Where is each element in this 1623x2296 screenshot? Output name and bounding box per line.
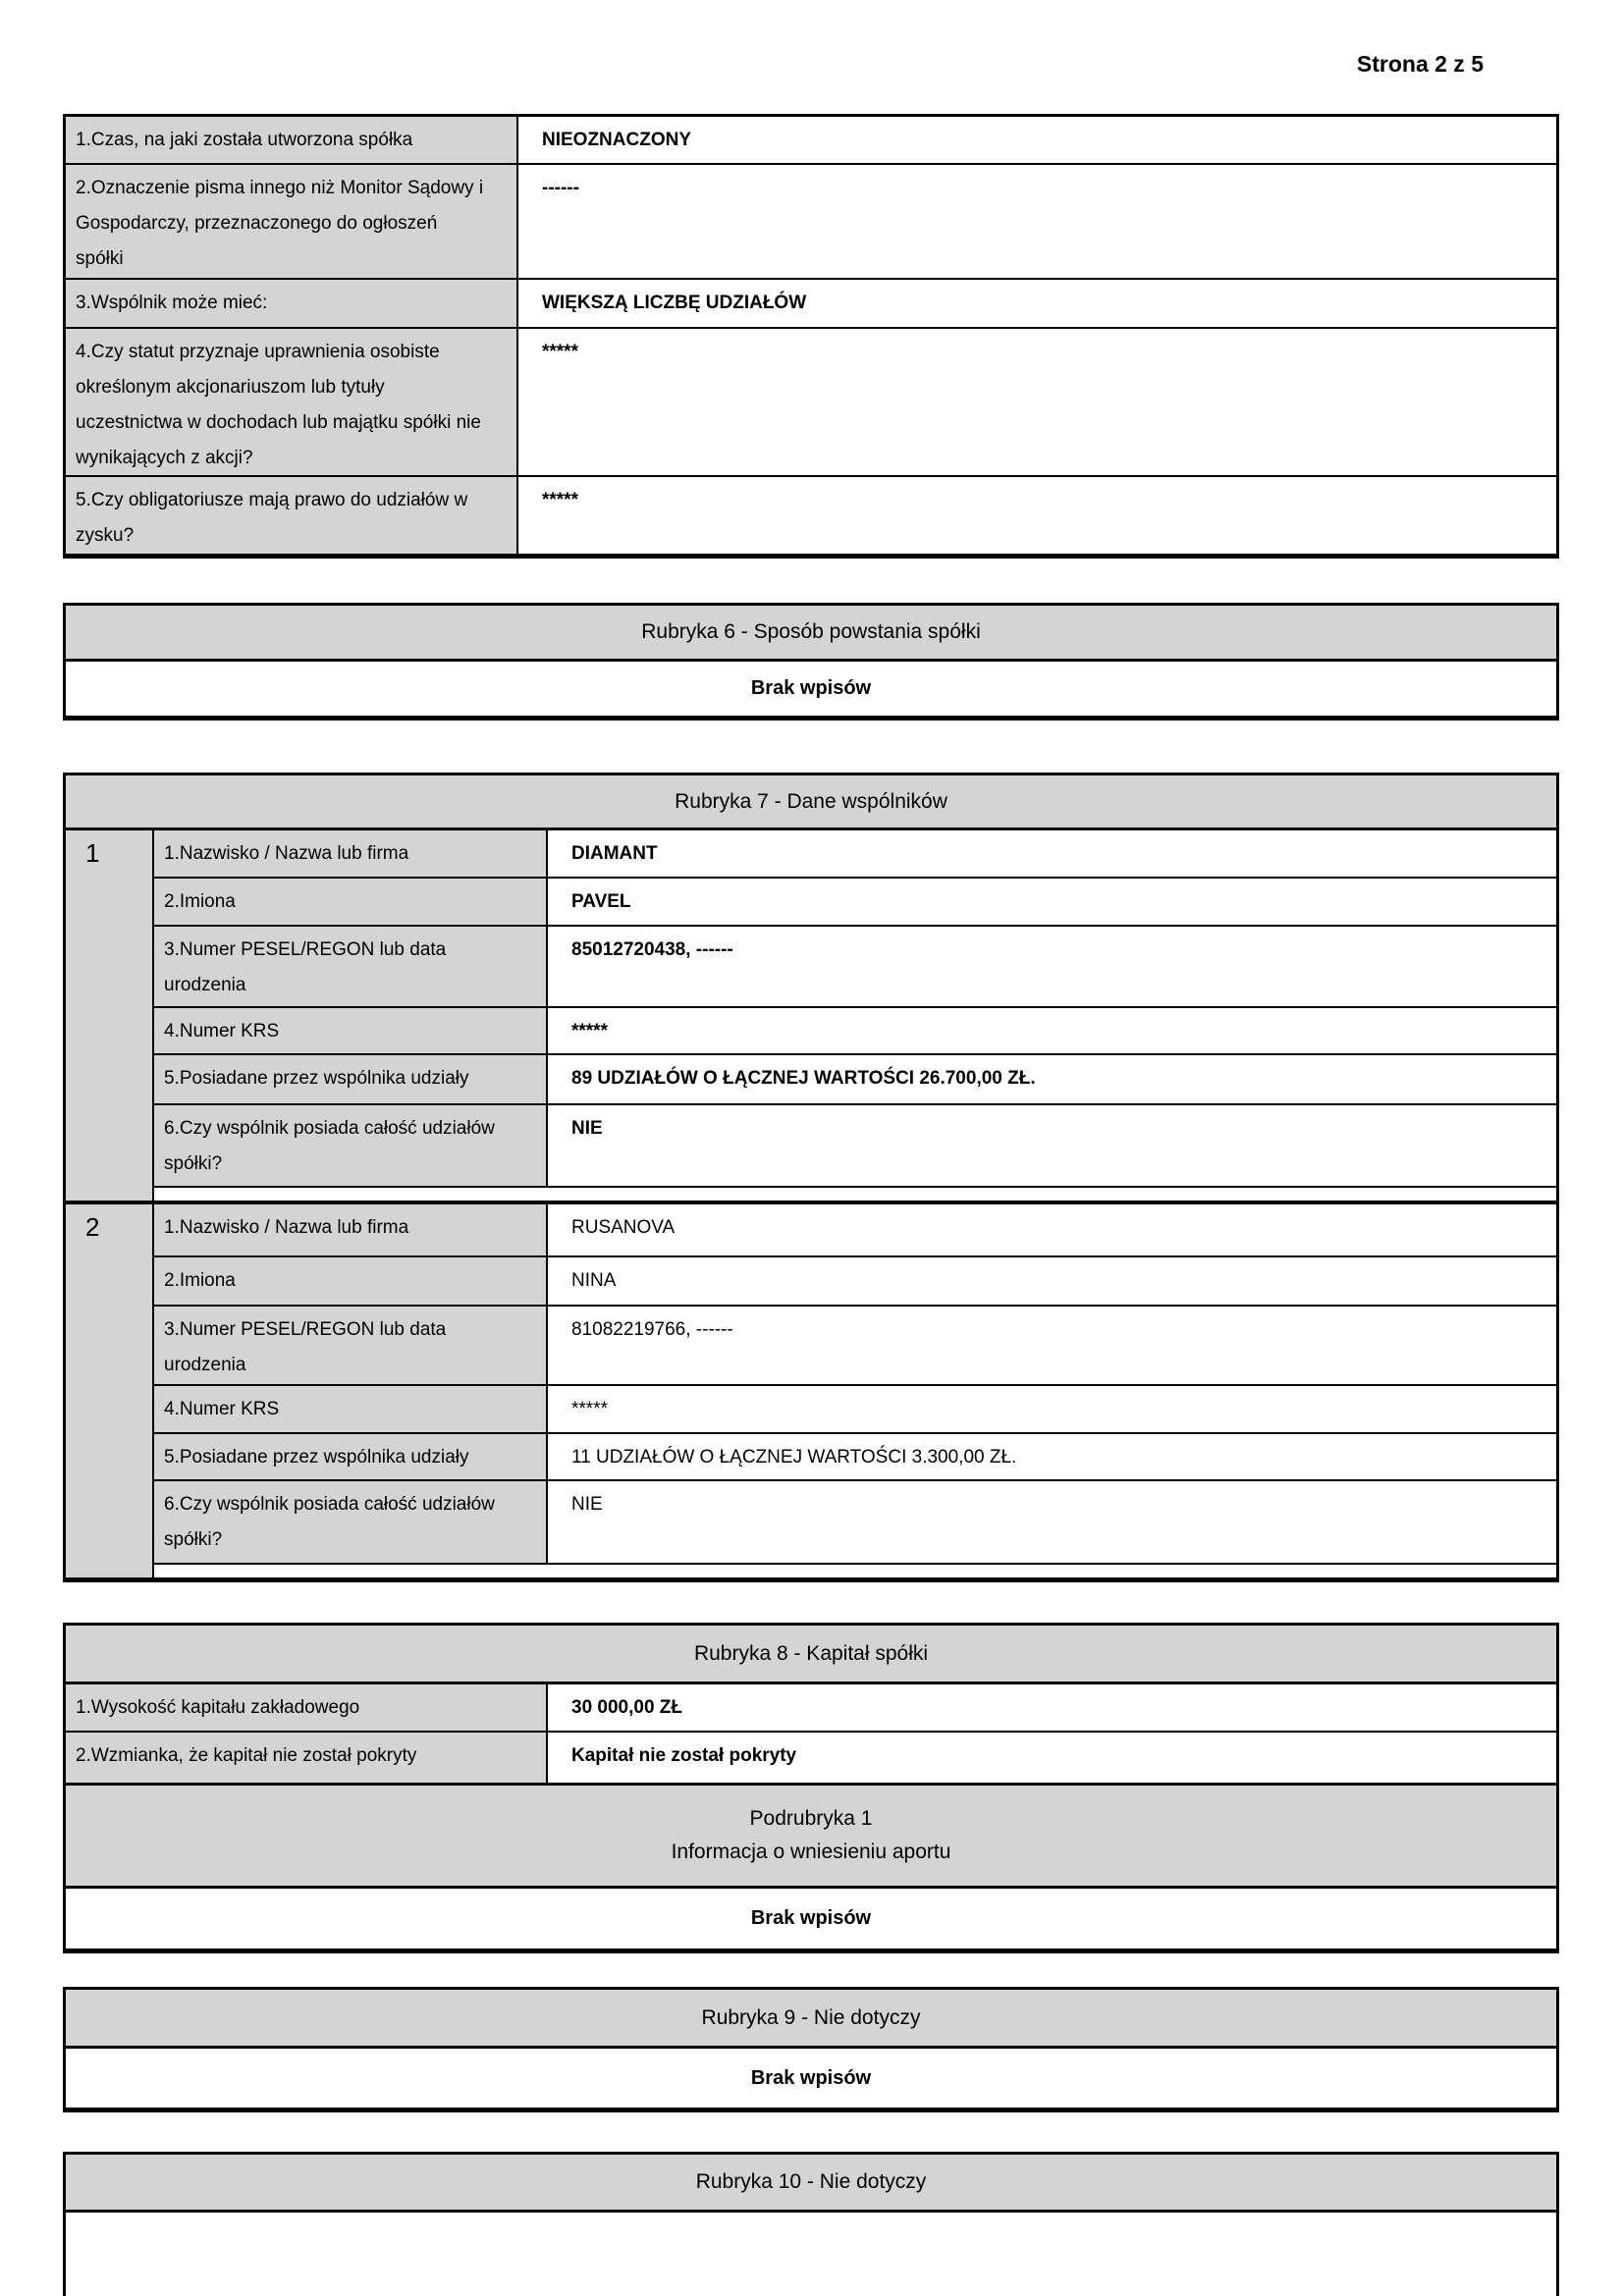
field-label: 5.Posiadane przez wspólnika udziały	[154, 1434, 548, 1479]
field-label: 4.Czy statut przyznaje uprawnienia osobiste określonym akcjonariuszom lub tytuły uczestnictwa w dochodach lub majątku spółki nie wynikających z akcji?	[66, 329, 518, 475]
table-row	[154, 1307, 1556, 1386]
field-label: 2.Wzmianka, że kapitał nie został pokryty	[66, 1733, 548, 1783]
podrubryka1-subtitle: Informacja o wniesieniu aportu	[671, 1841, 951, 1863]
rubryka7-header: Rubryka 7 - Dane wspólników	[66, 775, 1556, 830]
field-label: 5.Czy obligatoriusze mają prawo do udziałów w zysku?	[66, 477, 518, 554]
field-value: NINA	[548, 1257, 1556, 1305]
table-row	[154, 1008, 1556, 1055]
table-row	[154, 927, 1556, 1008]
field-label: 6.Czy wspólnik posiada całość udziałów spółki?	[154, 1481, 548, 1563]
partner-index: 1	[66, 830, 154, 1201]
table-row	[154, 1204, 1556, 1257]
field-value: RUSANOVA	[548, 1204, 1556, 1255]
field-label: 2.Oznaczenie pisma innego niż Monitor Sądowy i Gospodarczy, przeznaczonego do ogłoszeń spółki	[66, 165, 518, 278]
table-row	[154, 1105, 1556, 1188]
field-label: 1.Czas, na jaki została utworzona spółka	[66, 117, 518, 163]
rubryka6-empty: Brak wpisów	[66, 662, 1556, 716]
field-value: 81082219766, ------	[548, 1307, 1556, 1384]
rubryka8-table	[63, 1623, 1559, 1953]
rubryka10-empty	[66, 2213, 1556, 2296]
table-row	[66, 329, 1556, 477]
table-row	[154, 1257, 1556, 1307]
field-value: NIE	[548, 1481, 1556, 1563]
field-label: 4.Numer KRS	[154, 1008, 548, 1053]
podrubryka1-header	[66, 1786, 1556, 1889]
field-label: 2.Imiona	[154, 1257, 548, 1305]
table-row	[66, 1684, 1556, 1733]
spacer-row	[154, 1188, 1556, 1201]
rubryka8-empty: Brak wpisów	[66, 1889, 1556, 1949]
table-row	[66, 477, 1556, 554]
field-label: 3.Wspólnik może mieć:	[66, 280, 518, 327]
podrubryka1-title: Podrubryka 1	[749, 1807, 873, 1830]
rubryka9-table	[63, 1987, 1559, 2112]
rubryka6-table	[63, 603, 1559, 721]
field-value: 89 UDZIAŁÓW O ŁĄCZNEJ WARTOŚCI 26.700,00 ZŁ.	[548, 1055, 1556, 1103]
table-row	[66, 1733, 1556, 1786]
table-row	[154, 830, 1556, 879]
field-label: 3.Numer PESEL/REGON lub data urodzenia	[154, 1307, 548, 1384]
table-row	[66, 117, 1556, 165]
table-row	[154, 879, 1556, 927]
partner-block	[66, 1201, 1556, 1577]
rubryka10-header: Rubryka 10 - Nie dotyczy	[66, 2155, 1556, 2213]
field-label: 2.Imiona	[154, 879, 548, 925]
field-label: 4.Numer KRS	[154, 1386, 548, 1432]
table-row	[154, 1386, 1556, 1434]
table-row	[154, 1434, 1556, 1481]
field-value: WIĘKSZĄ LICZBĘ UDZIAŁÓW	[518, 280, 1556, 327]
partner-index: 2	[66, 1204, 154, 1577]
field-label: 1.Wysokość kapitału zakładowego	[66, 1684, 548, 1731]
rubryka9-header: Rubryka 9 - Nie dotyczy	[66, 1990, 1556, 2049]
field-label: 6.Czy wspólnik posiada całość udziałów spółki?	[154, 1105, 548, 1186]
field-value: NIEOZNACZONY	[518, 117, 1556, 163]
general-info-table	[63, 114, 1559, 559]
table-row	[154, 1481, 1556, 1565]
table-row	[154, 1055, 1556, 1105]
field-value: ------	[518, 165, 1556, 278]
partner-block	[66, 830, 1556, 1201]
page-number: Strona 2 z 5	[1356, 51, 1484, 77]
spacer-row	[154, 1565, 1556, 1577]
rubryka9-empty: Brak wpisów	[66, 2049, 1556, 2108]
field-value: DIAMANT	[548, 830, 1556, 877]
field-value: 30 000,00 ZŁ	[548, 1684, 1556, 1731]
field-label: 1.Nazwisko / Nazwa lub firma	[154, 830, 548, 877]
field-value: 85012720438, ------	[548, 927, 1556, 1006]
field-value: *****	[518, 477, 1556, 554]
rubryka8-header: Rubryka 8 - Kapitał spółki	[66, 1626, 1556, 1684]
table-row	[66, 165, 1556, 280]
rubryka10-table	[63, 2152, 1559, 2296]
field-value: Kapitał nie został pokryty	[548, 1733, 1556, 1783]
field-label: 5.Posiadane przez wspólnika udziały	[154, 1055, 548, 1103]
rubryka6-header: Rubryka 6 - Sposób powstania spółki	[66, 606, 1556, 662]
rubryka7-table	[63, 773, 1559, 1582]
table-row	[66, 280, 1556, 329]
field-value: NIE	[548, 1105, 1556, 1186]
field-label: 3.Numer PESEL/REGON lub data urodzenia	[154, 927, 548, 1006]
field-value: 11 UDZIAŁÓW O ŁĄCZNEJ WARTOŚCI 3.300,00 ZŁ.	[548, 1434, 1556, 1479]
field-value: PAVEL	[548, 879, 1556, 925]
field-label: 1.Nazwisko / Nazwa lub firma	[154, 1204, 548, 1255]
field-value: *****	[548, 1008, 1556, 1053]
field-value: *****	[548, 1386, 1556, 1432]
field-value: *****	[518, 329, 1556, 475]
